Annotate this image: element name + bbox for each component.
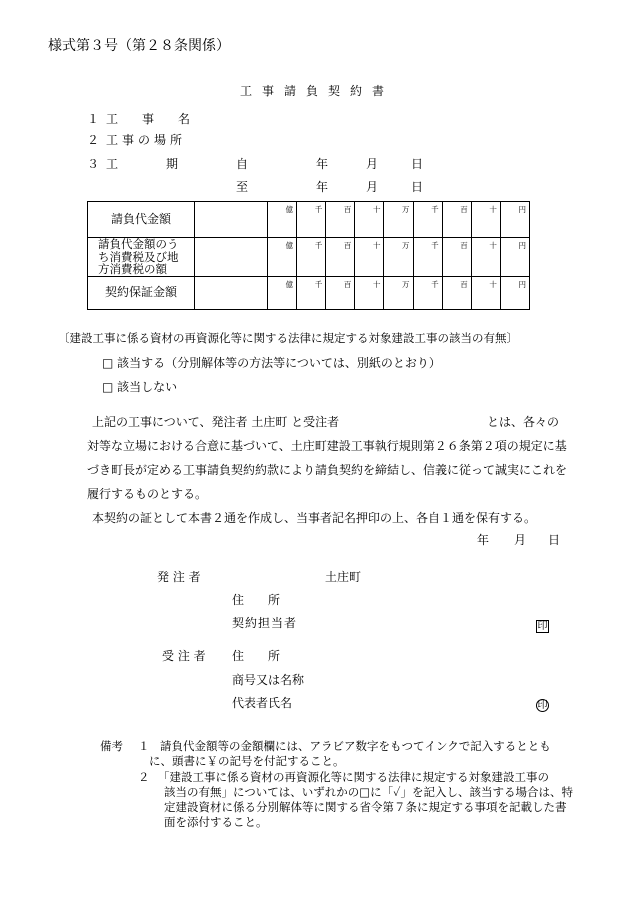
- unit-hyaku[interactable]: 百: [442, 276, 471, 309]
- unit-hyaku[interactable]: 百: [442, 202, 471, 238]
- unit-yen[interactable]: 円: [500, 238, 529, 277]
- item-number: ２: [87, 133, 100, 147]
- unit-juu[interactable]: 十: [471, 238, 500, 277]
- unit-sen[interactable]: 千: [413, 202, 442, 238]
- date-month: 月: [514, 533, 527, 547]
- period-to-day: 日: [411, 180, 424, 194]
- body-line: づき町長が定める工事請負契約約款により請負契約を締結し、信義に従って誠実にこれを: [87, 463, 568, 477]
- period-to: 至: [236, 180, 249, 194]
- unit-oku[interactable]: 億: [268, 202, 297, 238]
- unit-man[interactable]: 万: [384, 276, 413, 309]
- table-row: [88, 202, 530, 238]
- unit-sen[interactable]: 千: [297, 276, 326, 309]
- contractor-label: 受 注 者: [162, 649, 206, 663]
- period-from-day: 日: [411, 157, 424, 171]
- seal-mark: [536, 614, 549, 633]
- remark-line: 請負代金額等の金額欄には、アラビア数字をもつてインクで記入するととも: [160, 739, 551, 753]
- contractor-address-label: 住 所: [232, 649, 281, 663]
- contract-amount-label: 請負代金額: [88, 202, 195, 238]
- unit-oku[interactable]: 億: [268, 276, 297, 309]
- remark-line: 面を添付すること。: [164, 815, 268, 829]
- orderer-name: 土庄町: [325, 570, 362, 584]
- project-name-label: 工 事 名: [106, 112, 191, 126]
- recycling-heading: 〔建設工事に係る資材の再資源化等に関する法律に規定する対象建設工事の該当の有無〕: [58, 331, 518, 345]
- item-number: ３: [87, 157, 100, 171]
- date-day: 日: [548, 533, 561, 547]
- remark-number: １: [138, 739, 150, 753]
- project-location-label: 工事の場所: [106, 133, 187, 147]
- table-row: [88, 276, 530, 309]
- unit-juu[interactable]: 十: [355, 276, 384, 309]
- contract-amount-prefix-cell[interactable]: [195, 202, 268, 238]
- body-line: とは、各々の: [487, 415, 560, 429]
- unit-juu[interactable]: 十: [355, 238, 384, 277]
- unit-juu[interactable]: 十: [471, 202, 500, 238]
- tax-amount-label-line: 請負代金額のう: [98, 237, 179, 251]
- option-not-applicable-checkbox[interactable]: □ 該当しない: [102, 380, 178, 394]
- option-applicable-checkbox[interactable]: □ 該当する（分別解体等の方法等については、別紙のとおり）: [102, 356, 441, 370]
- round-seal-icon: 印: [537, 700, 548, 711]
- unit-sen[interactable]: 千: [297, 238, 326, 277]
- remarks-heading: 備考: [100, 739, 123, 753]
- guarantee-amount-prefix-cell[interactable]: [195, 276, 268, 309]
- tax-amount-label: [88, 238, 195, 277]
- representative-label: 代表者氏名: [232, 696, 293, 710]
- seal-icon: 印: [537, 621, 548, 632]
- period-from: 自: [236, 157, 249, 171]
- remark-number: ２: [138, 770, 150, 784]
- contract-officer-label: 契約担当者: [232, 616, 298, 630]
- amount-table: [87, 201, 530, 310]
- unit-hyaku[interactable]: 百: [442, 238, 471, 277]
- period-from-month: 月: [366, 157, 379, 171]
- body-line: 履行するものとする。: [87, 487, 208, 501]
- remark-line: 定建設資材に係る分別解体等に関する省令第７条に規定する事項を記載した書: [164, 800, 567, 814]
- orderer-label: 発 注 者: [157, 570, 201, 584]
- table-row: [88, 238, 530, 277]
- unit-juu[interactable]: 十: [355, 202, 384, 238]
- orderer-address-label: 住 所: [232, 593, 281, 607]
- tax-amount-prefix-cell[interactable]: [195, 238, 268, 277]
- tax-amount-label-line: 方消費税の額: [98, 262, 167, 276]
- body-line: 対等な立場における合意に基づいて、土庄町建設工事執行規則第２６条第２項の規定に基: [87, 439, 567, 453]
- unit-hyaku[interactable]: 百: [326, 276, 355, 309]
- construction-period-label: 工 期: [106, 157, 179, 171]
- period-to-month: 月: [366, 180, 379, 194]
- unit-juu[interactable]: 十: [471, 276, 500, 309]
- unit-sen[interactable]: 千: [413, 238, 442, 277]
- period-from-year: 年: [316, 157, 329, 171]
- unit-man[interactable]: 万: [384, 238, 413, 277]
- item-number: １: [87, 112, 100, 126]
- form-number: 様式第３号（第２８条関係）: [48, 38, 230, 54]
- trade-name-label: 商号又は名称: [232, 673, 305, 687]
- unit-oku[interactable]: 億: [268, 238, 297, 277]
- unit-yen[interactable]: 円: [500, 202, 529, 238]
- unit-hyaku[interactable]: 百: [326, 202, 355, 238]
- unit-man[interactable]: 万: [384, 202, 413, 238]
- remark-line: 該当の有無」については、いずれかの□に「✓」を記入し、該当する場合は、特: [164, 785, 574, 799]
- guarantee-amount-label: 契約保証金額: [88, 276, 195, 309]
- remark-line: に、頭書に￥の記号を付記すること。: [149, 754, 345, 768]
- body-line: 本契約の証として本書２通を作成し、当事者記名押印の上、各自１通を保有する。: [92, 511, 537, 525]
- period-to-year: 年: [316, 180, 329, 194]
- unit-sen[interactable]: 千: [297, 202, 326, 238]
- document-title: 工事請負契約書: [240, 84, 395, 98]
- unit-yen[interactable]: 円: [500, 276, 529, 309]
- unit-hyaku[interactable]: 百: [326, 238, 355, 277]
- body-line: 上記の工事について、発注者 土庄町 と受注者: [92, 415, 340, 429]
- tax-amount-label-line: ち消費税及び地: [98, 249, 179, 264]
- round-seal-mark: [536, 693, 549, 712]
- date-year: 年: [477, 533, 490, 547]
- remark-line: 「建設工事に係る資材の再資源化等に関する法律に規定する対象建設工事の: [158, 770, 549, 784]
- unit-sen[interactable]: 千: [413, 276, 442, 309]
